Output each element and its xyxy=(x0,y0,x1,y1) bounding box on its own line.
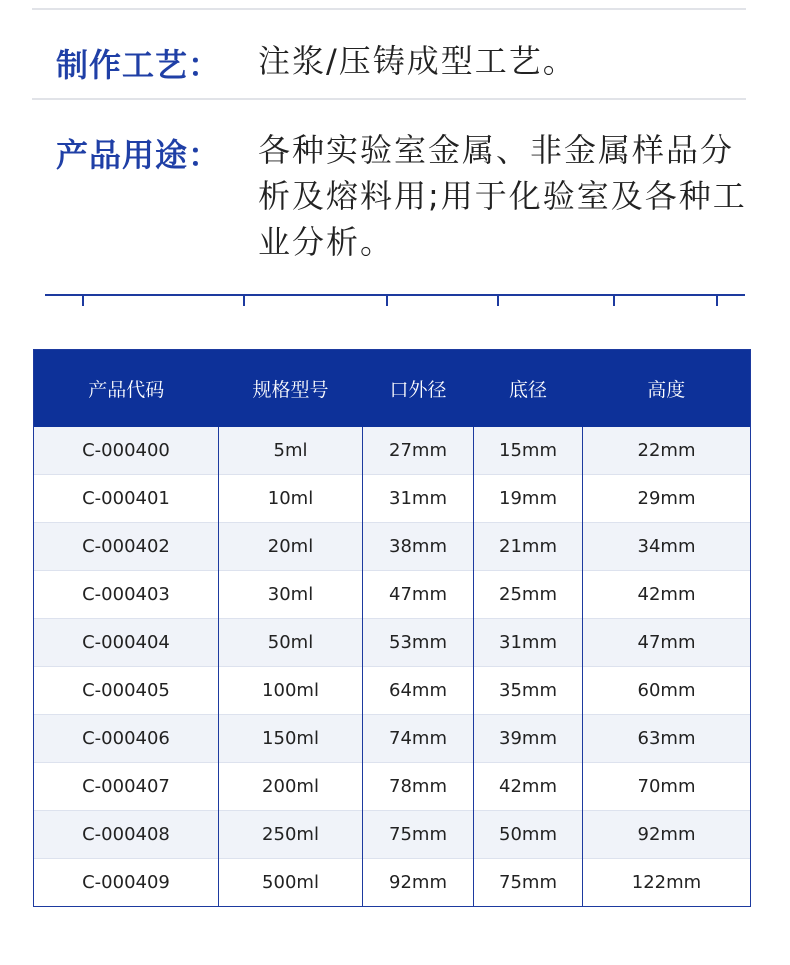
table-row xyxy=(34,763,751,811)
cell-height: 92mm xyxy=(583,811,751,859)
table-row xyxy=(34,619,751,667)
top-divider xyxy=(32,8,746,10)
ruler-tick xyxy=(82,294,84,306)
table-row xyxy=(34,475,751,523)
cell-outer-diameter: 64mm xyxy=(363,667,474,715)
header-product-code: 产品代码 xyxy=(34,350,219,428)
section-divider xyxy=(32,98,746,100)
cell-product-code: C-000405 xyxy=(34,667,219,715)
cell-product-code: C-000402 xyxy=(34,523,219,571)
header-row xyxy=(34,350,751,428)
cell-height: 63mm xyxy=(583,715,751,763)
table-row xyxy=(34,715,751,763)
ruler-tick xyxy=(613,294,615,306)
table-body xyxy=(34,427,751,907)
cell-height: 122mm xyxy=(583,859,751,907)
cell-product-code: C-000400 xyxy=(34,427,219,475)
table-row xyxy=(34,859,751,907)
cell-outer-diameter: 31mm xyxy=(363,475,474,523)
table-header xyxy=(34,350,751,428)
cell-height: 70mm xyxy=(583,763,751,811)
cell-spec-model: 5ml xyxy=(219,427,363,475)
cell-bottom-diameter: 31mm xyxy=(474,619,583,667)
ruler-tick xyxy=(716,294,718,306)
process-value: 注浆/压铸成型工艺。 xyxy=(258,42,577,80)
ruler-tick xyxy=(386,294,388,306)
table-row xyxy=(34,667,751,715)
cell-height: 22mm xyxy=(583,427,751,475)
header-height: 高度 xyxy=(583,350,751,428)
header-spec-model: 规格型号 xyxy=(219,350,363,428)
cell-height: 34mm xyxy=(583,523,751,571)
cell-spec-model: 100ml xyxy=(219,667,363,715)
cell-spec-model: 250ml xyxy=(219,811,363,859)
cell-bottom-diameter: 75mm xyxy=(474,859,583,907)
cell-bottom-diameter: 15mm xyxy=(474,427,583,475)
ruler-tick xyxy=(243,294,245,306)
cell-outer-diameter: 78mm xyxy=(363,763,474,811)
cell-spec-model: 50ml xyxy=(219,619,363,667)
cell-bottom-diameter: 50mm xyxy=(474,811,583,859)
spec-table xyxy=(33,349,751,907)
cell-spec-model: 20ml xyxy=(219,523,363,571)
cell-outer-diameter: 47mm xyxy=(363,571,474,619)
cell-spec-model: 200ml xyxy=(219,763,363,811)
cell-outer-diameter: 53mm xyxy=(363,619,474,667)
cell-bottom-diameter: 21mm xyxy=(474,523,583,571)
cell-spec-model: 30ml xyxy=(219,571,363,619)
process-label: 制作工艺： xyxy=(56,46,222,84)
ruler-line xyxy=(45,294,745,296)
cell-height: 60mm xyxy=(583,667,751,715)
cell-bottom-diameter: 19mm xyxy=(474,475,583,523)
table-row xyxy=(34,571,751,619)
cell-height: 47mm xyxy=(583,619,751,667)
cell-product-code: C-000409 xyxy=(34,859,219,907)
cell-bottom-diameter: 39mm xyxy=(474,715,583,763)
cell-outer-diameter: 75mm xyxy=(363,811,474,859)
cell-outer-diameter: 74mm xyxy=(363,715,474,763)
cell-outer-diameter: 92mm xyxy=(363,859,474,907)
usage-label: 产品用途： xyxy=(56,136,222,174)
cell-product-code: C-000408 xyxy=(34,811,219,859)
cell-product-code: C-000403 xyxy=(34,571,219,619)
header-bottom-diameter: 底径 xyxy=(474,350,583,428)
cell-spec-model: 150ml xyxy=(219,715,363,763)
cell-outer-diameter: 27mm xyxy=(363,427,474,475)
table-row xyxy=(34,811,751,859)
cell-height: 29mm xyxy=(583,475,751,523)
cell-product-code: C-000407 xyxy=(34,763,219,811)
cell-spec-model: 500ml xyxy=(219,859,363,907)
cell-bottom-diameter: 25mm xyxy=(474,571,583,619)
cell-bottom-diameter: 35mm xyxy=(474,667,583,715)
usage-value: 各种实验室金属、非金属样品分析及熔料用;用于化验室及各种工业分析。 xyxy=(258,131,747,261)
cell-bottom-diameter: 42mm xyxy=(474,763,583,811)
cell-spec-model: 10ml xyxy=(219,475,363,523)
decorative-ruler xyxy=(45,294,745,306)
table-row xyxy=(34,523,751,571)
cell-product-code: C-000406 xyxy=(34,715,219,763)
header-outer-diameter: 口外径 xyxy=(363,350,474,428)
cell-outer-diameter: 38mm xyxy=(363,523,474,571)
cell-height: 42mm xyxy=(583,571,751,619)
ruler-tick xyxy=(497,294,499,306)
table-row xyxy=(34,427,751,475)
cell-product-code: C-000401 xyxy=(34,475,219,523)
cell-product-code: C-000404 xyxy=(34,619,219,667)
